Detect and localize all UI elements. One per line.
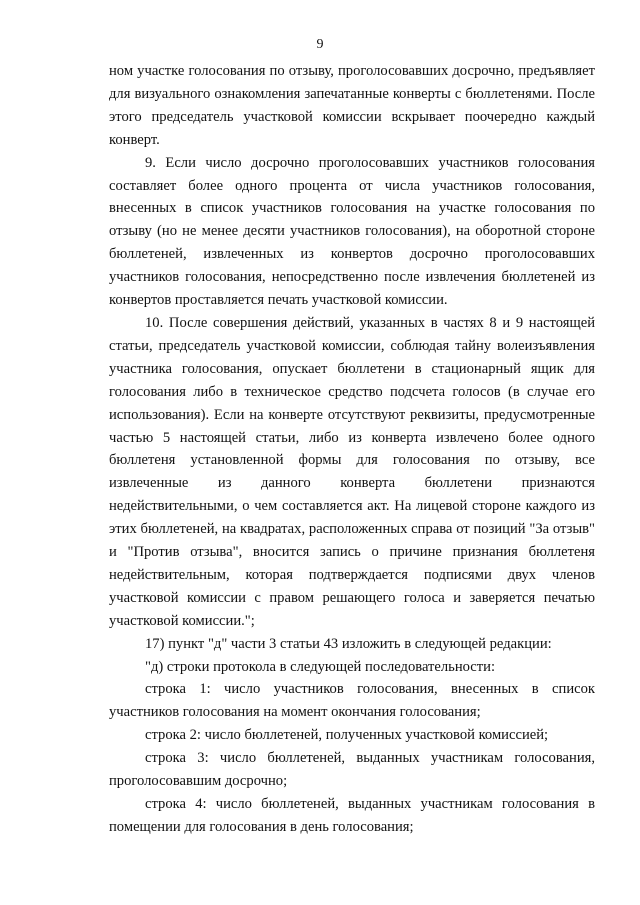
document-body	[109, 60, 595, 839]
paragraph-line-2: строка 2: число бюллетеней, полученных участковой комиссией;	[145, 727, 549, 744]
page-number: 9	[316, 37, 324, 52]
paragraph-continuation: ном участке голосования по отзыву, проголосовавших досрочно, предъявляет для визуального ознакомления запечатанные конверты с бюллетенями. После этого председатель участковой комиссии вскрывает поочередно каждый конверт.	[109, 63, 595, 148]
paragraph-part-9: 9. Если число досрочно проголосовавших участников голосования составляет более одного процента от числа участников голосования, внесенных в список участников голосования на участке голосования по отзыву (но не менее десяти участников голосования), на оборотной стороне бюллетеней, извлеченных из конвертов досрочно проголосовавших участников голосования, непосредственно после извлечения бюллетеней из конвертов проставляется печать участковой комиссии.	[109, 154, 595, 309]
paragraph-line-1: строка 1: число участников голосования, внесенных в список участников голосования на момент окончания голосования;	[109, 681, 595, 721]
paragraph-part-10: 10. После совершения действий, указанных в частях 8 и 9 настоящей статьи, председатель участковой комиссии, соблюдая тайну волеизъявления участника голосования, опускает бюллетени в стационарный ящик для голосования либо в техническое средство подсчета голосов (в случае его использования). Если на конверте отсутствуют реквизиты, предусмотренные частью 5 настоящей статьи, либо из конверта извлечено более одного бюллетеня установленной формы для голосования по отзыву, все извлеченные из данного конверта бюллетени признаются недействительными, о чем составляется акт. На лицевой стороне каждого из этих бюллетеней, на квадратах, расположенных справа от позиций "За отзыв" и "Против отзыва", вносится запись о причине признания бюллетеня недействительным, которая подтверждается подписями двух членов участковой комиссии с правом решающего голоса и заверяется печатью участковой комиссии.";	[109, 314, 595, 629]
paragraph-item-17: 17) пункт "д" части 3 статьи 43 изложить в следующей редакции:	[145, 635, 552, 652]
paragraph-item-d: "д) строки протокола в следующей последовательности:	[145, 658, 496, 675]
paragraph-line-4: строка 4: число бюллетеней, выданных участникам голосования в помещении для голосования в день голосования;	[109, 796, 595, 835]
paragraph-line-3: строка 3: число бюллетеней, выданных участникам голосования, проголосовавшим досрочно;	[109, 750, 595, 790]
